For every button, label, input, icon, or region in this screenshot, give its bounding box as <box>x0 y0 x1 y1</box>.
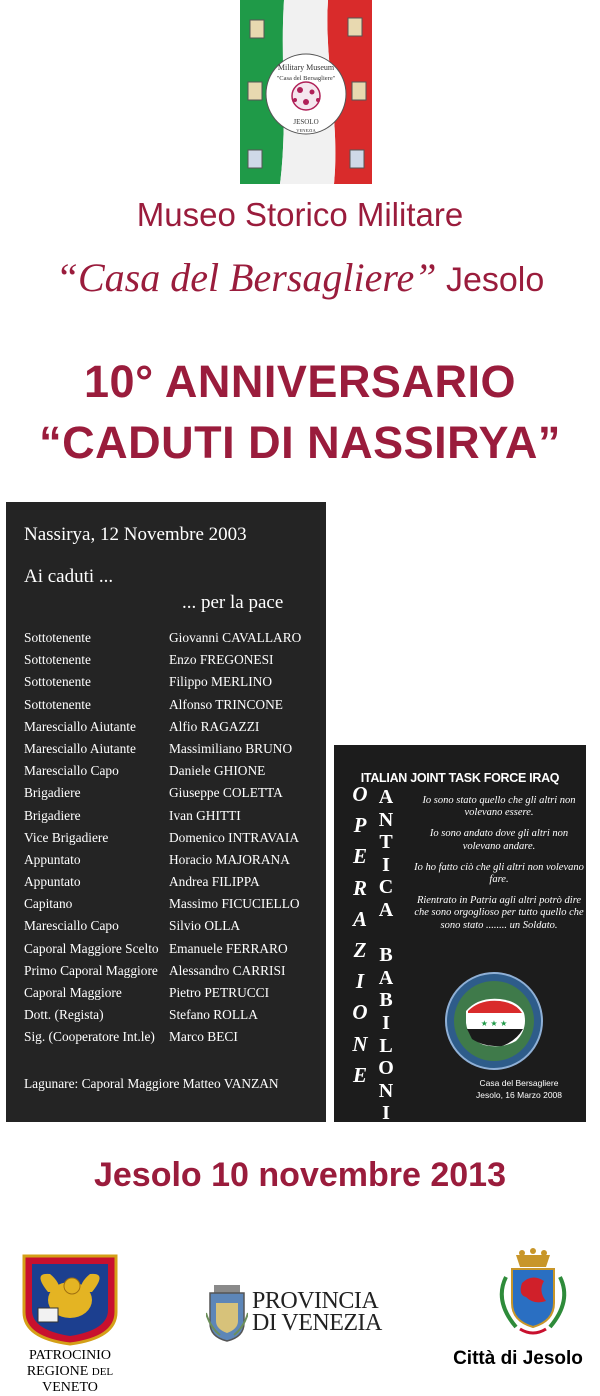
operazione-vertical-text <box>348 784 372 1096</box>
antica-babilonia-letter: C <box>378 876 394 899</box>
memorial-panel <box>6 502 326 1122</box>
operazione-letter: Z <box>353 937 367 962</box>
roster-row <box>24 719 324 741</box>
jesolo-crest-icon <box>486 1247 580 1339</box>
logo-city: JESOLO <box>293 118 319 126</box>
anniversary-line-2: “CADUTI DI NASSIRYA” <box>39 417 561 468</box>
ai-caduti-text: Ai caduti ... <box>24 566 114 587</box>
museum-name: Museo Storico Militare <box>136 196 464 233</box>
roster-row <box>24 630 324 652</box>
roster-row <box>24 652 324 674</box>
antica-babilonia-letter <box>374 923 398 946</box>
lagunare-line: Lagunare: Caporal Maggiore Matteo VANZAN <box>24 1076 279 1091</box>
casa-title <box>0 254 600 301</box>
logo-region: VENEZIA <box>296 128 316 133</box>
antica-babilonia-letter: B <box>379 944 393 967</box>
roster-row <box>24 1029 324 1051</box>
roster-rank: Brigadiere <box>24 807 81 823</box>
roster-name: Alfio RAGAZZI <box>169 718 260 734</box>
roster-rank: Appuntato <box>24 851 81 867</box>
logo-center-text: "Casa del Bersagliere" <box>276 75 336 82</box>
provincia-crest-icon <box>206 1283 248 1343</box>
antica-babilonia-letter: L <box>379 1034 393 1057</box>
antica-babilonia-letter: N <box>378 1079 394 1102</box>
roster-rank: Brigadiere <box>24 785 81 801</box>
roster-name: Giovanni CAVALLARO <box>169 630 302 645</box>
roster-row <box>24 830 324 852</box>
roster-name: Alessandro CARRISI <box>169 962 286 978</box>
citta-di-jesolo-text: Città di Jesolo <box>453 1348 583 1369</box>
roster-rank: Vice Brigadiere <box>24 829 109 845</box>
roster-row <box>24 1007 324 1029</box>
panel-heading: Nassirya, 12 Novembre 2003 <box>24 524 247 545</box>
roster-row <box>24 763 324 785</box>
antica-babilonia-letter: A <box>378 786 394 808</box>
roster-row <box>24 874 324 896</box>
roster-name: Filippo MERLINO <box>169 674 273 690</box>
operazione-letter: N <box>352 1031 368 1056</box>
antica-babilonia-vertical-text <box>374 787 398 1149</box>
roster-name: Emanuele FERRARO <box>169 940 288 956</box>
roster-row <box>24 697 324 719</box>
operazione-letter: O <box>352 782 368 806</box>
antica-babilonia-letter: I <box>382 853 390 876</box>
signature-line-2: Jesolo, 16 Marzo 2008 <box>476 1090 562 1100</box>
roster-row <box>24 963 324 985</box>
roster-rank: Dott. (Regista) <box>24 1007 104 1023</box>
roster-row <box>24 941 324 963</box>
soldier-poem <box>414 795 584 941</box>
roster-rank: Appuntato <box>24 874 81 890</box>
provincia-line-1: PROVINCIA <box>252 1288 379 1314</box>
task-force-title: ITALIAN JOINT TASK FORCE IRAQ <box>360 771 560 785</box>
roster-name: Stefano ROLLA <box>169 1007 258 1023</box>
roster-name: Enzo FREGONESI <box>169 652 274 668</box>
operazione-letter: P <box>353 813 367 838</box>
roster-name: Massimiliano BRUNO <box>169 740 293 756</box>
operazione-letter: I <box>355 969 365 994</box>
antica-babilonia-letter: I <box>382 1011 390 1034</box>
antica-babilonia-letter: A <box>378 898 394 921</box>
roster-row <box>24 896 324 918</box>
roster-name: Andrea FILIPPA <box>169 874 260 890</box>
museum-logo-icon <box>240 0 372 184</box>
casa-city: Jesolo <box>445 261 545 299</box>
antica-babilonia-letter: I <box>382 1102 390 1125</box>
roster-name: Silvio OLLA <box>169 918 241 934</box>
patrocinio-text <box>0 1348 140 1396</box>
antica-babilonia-letter: A <box>378 966 394 989</box>
poem-stanza: Io ho fatto ciò che gli altri non volevano fare. <box>414 861 584 886</box>
roster-rank: Caporal Maggiore <box>24 985 122 1000</box>
antica-babilonia-letter: N <box>378 808 394 831</box>
poem-stanza: Io sono andato dove gli altri non volevano andare. <box>429 828 569 852</box>
operazione-letter: R <box>352 875 367 900</box>
roster-name: Marco BECI <box>169 1029 238 1045</box>
military-emblem-icon <box>444 971 544 1071</box>
casa-name: “Casa del Bersagliere” <box>55 255 437 300</box>
veneto-lion-crest-icon <box>20 1252 120 1346</box>
operazione-letter: O <box>352 1000 368 1025</box>
antica-babilonia-letter: A <box>378 1124 394 1147</box>
roster-name: Massimo FICUCIELLO <box>169 896 300 912</box>
patrocinio-label: PATROCINIO <box>29 1348 111 1363</box>
roster-row <box>24 852 324 874</box>
roster-rank: Capitano <box>24 896 73 912</box>
regione-label: REGIONE DEL VENETO <box>26 1364 114 1395</box>
logo-arc-text: Military Museum <box>277 63 335 72</box>
roster-rank: Primo Caporal Maggiore <box>24 962 158 978</box>
signature <box>464 1077 574 1101</box>
roster-rank: Sottotenente <box>24 652 91 668</box>
provincia-text <box>252 1290 412 1334</box>
roster-name: Domenico INTRAVAIA <box>169 829 300 845</box>
roster-row <box>24 785 324 807</box>
roster-row <box>24 808 324 830</box>
roster-name: Alfonso TRINCONE <box>169 696 283 712</box>
poem-stanza: Rientrato in Patria agli altri potrò dire che sono orgoglioso per tutto quello che sono stato ........ un Soldato. <box>414 895 584 931</box>
operazione-letter: A <box>352 906 367 931</box>
roster-row <box>24 674 324 696</box>
svg-text:★ ★ ★: ★ ★ ★ <box>480 1019 508 1028</box>
provincia-line-2: DI VENEZIA <box>252 1310 382 1336</box>
fallen-roster <box>24 630 324 1052</box>
roster-row <box>24 985 324 1007</box>
roster-rank: Sottotenente <box>24 630 91 645</box>
roster-rank: Sottotenente <box>24 696 91 712</box>
roster-name: Daniele GHIONE <box>169 763 266 779</box>
roster-rank: Maresciallo Aiutante <box>24 740 136 756</box>
roster-rank: Sottotenente <box>24 674 91 690</box>
per-la-pace-text: ... per la pace <box>182 592 284 613</box>
roster-rank: Maresciallo Aiutante <box>24 718 136 734</box>
roster-row <box>24 918 324 940</box>
roster-row <box>24 741 324 763</box>
roster-rank: Maresciallo Capo <box>24 763 119 779</box>
operazione-letter: E <box>352 844 367 869</box>
antica-babilonia-letter: T <box>379 831 393 854</box>
operation-panel <box>334 745 586 1147</box>
roster-name: Giuseppe COLETTA <box>169 785 283 801</box>
roster-name: Ivan GHITTI <box>169 807 241 823</box>
signature-line-1: Casa del Bersagliere <box>479 1078 559 1088</box>
antica-babilonia-letter: O <box>378 1057 394 1080</box>
event-date: Jesolo 10 novembre 2013 <box>93 1156 506 1194</box>
roster-rank: Sig. (Cooperatore Int.le) <box>24 1029 155 1045</box>
operazione-letter: E <box>352 1062 367 1087</box>
roster-rank: Maresciallo Capo <box>24 918 119 934</box>
poem-stanza: Io sono stato quello che gli altri non volevano essere. <box>422 795 576 819</box>
roster-rank: Caporal Maggiore Scelto <box>24 940 159 956</box>
antica-babilonia-letter: B <box>379 989 393 1012</box>
roster-name: Pietro PETRUCCI <box>169 985 270 1000</box>
roster-name: Horacio MAJORANA <box>169 851 290 867</box>
anniversary-line-1: 10° ANNIVERSARIO <box>84 356 516 407</box>
